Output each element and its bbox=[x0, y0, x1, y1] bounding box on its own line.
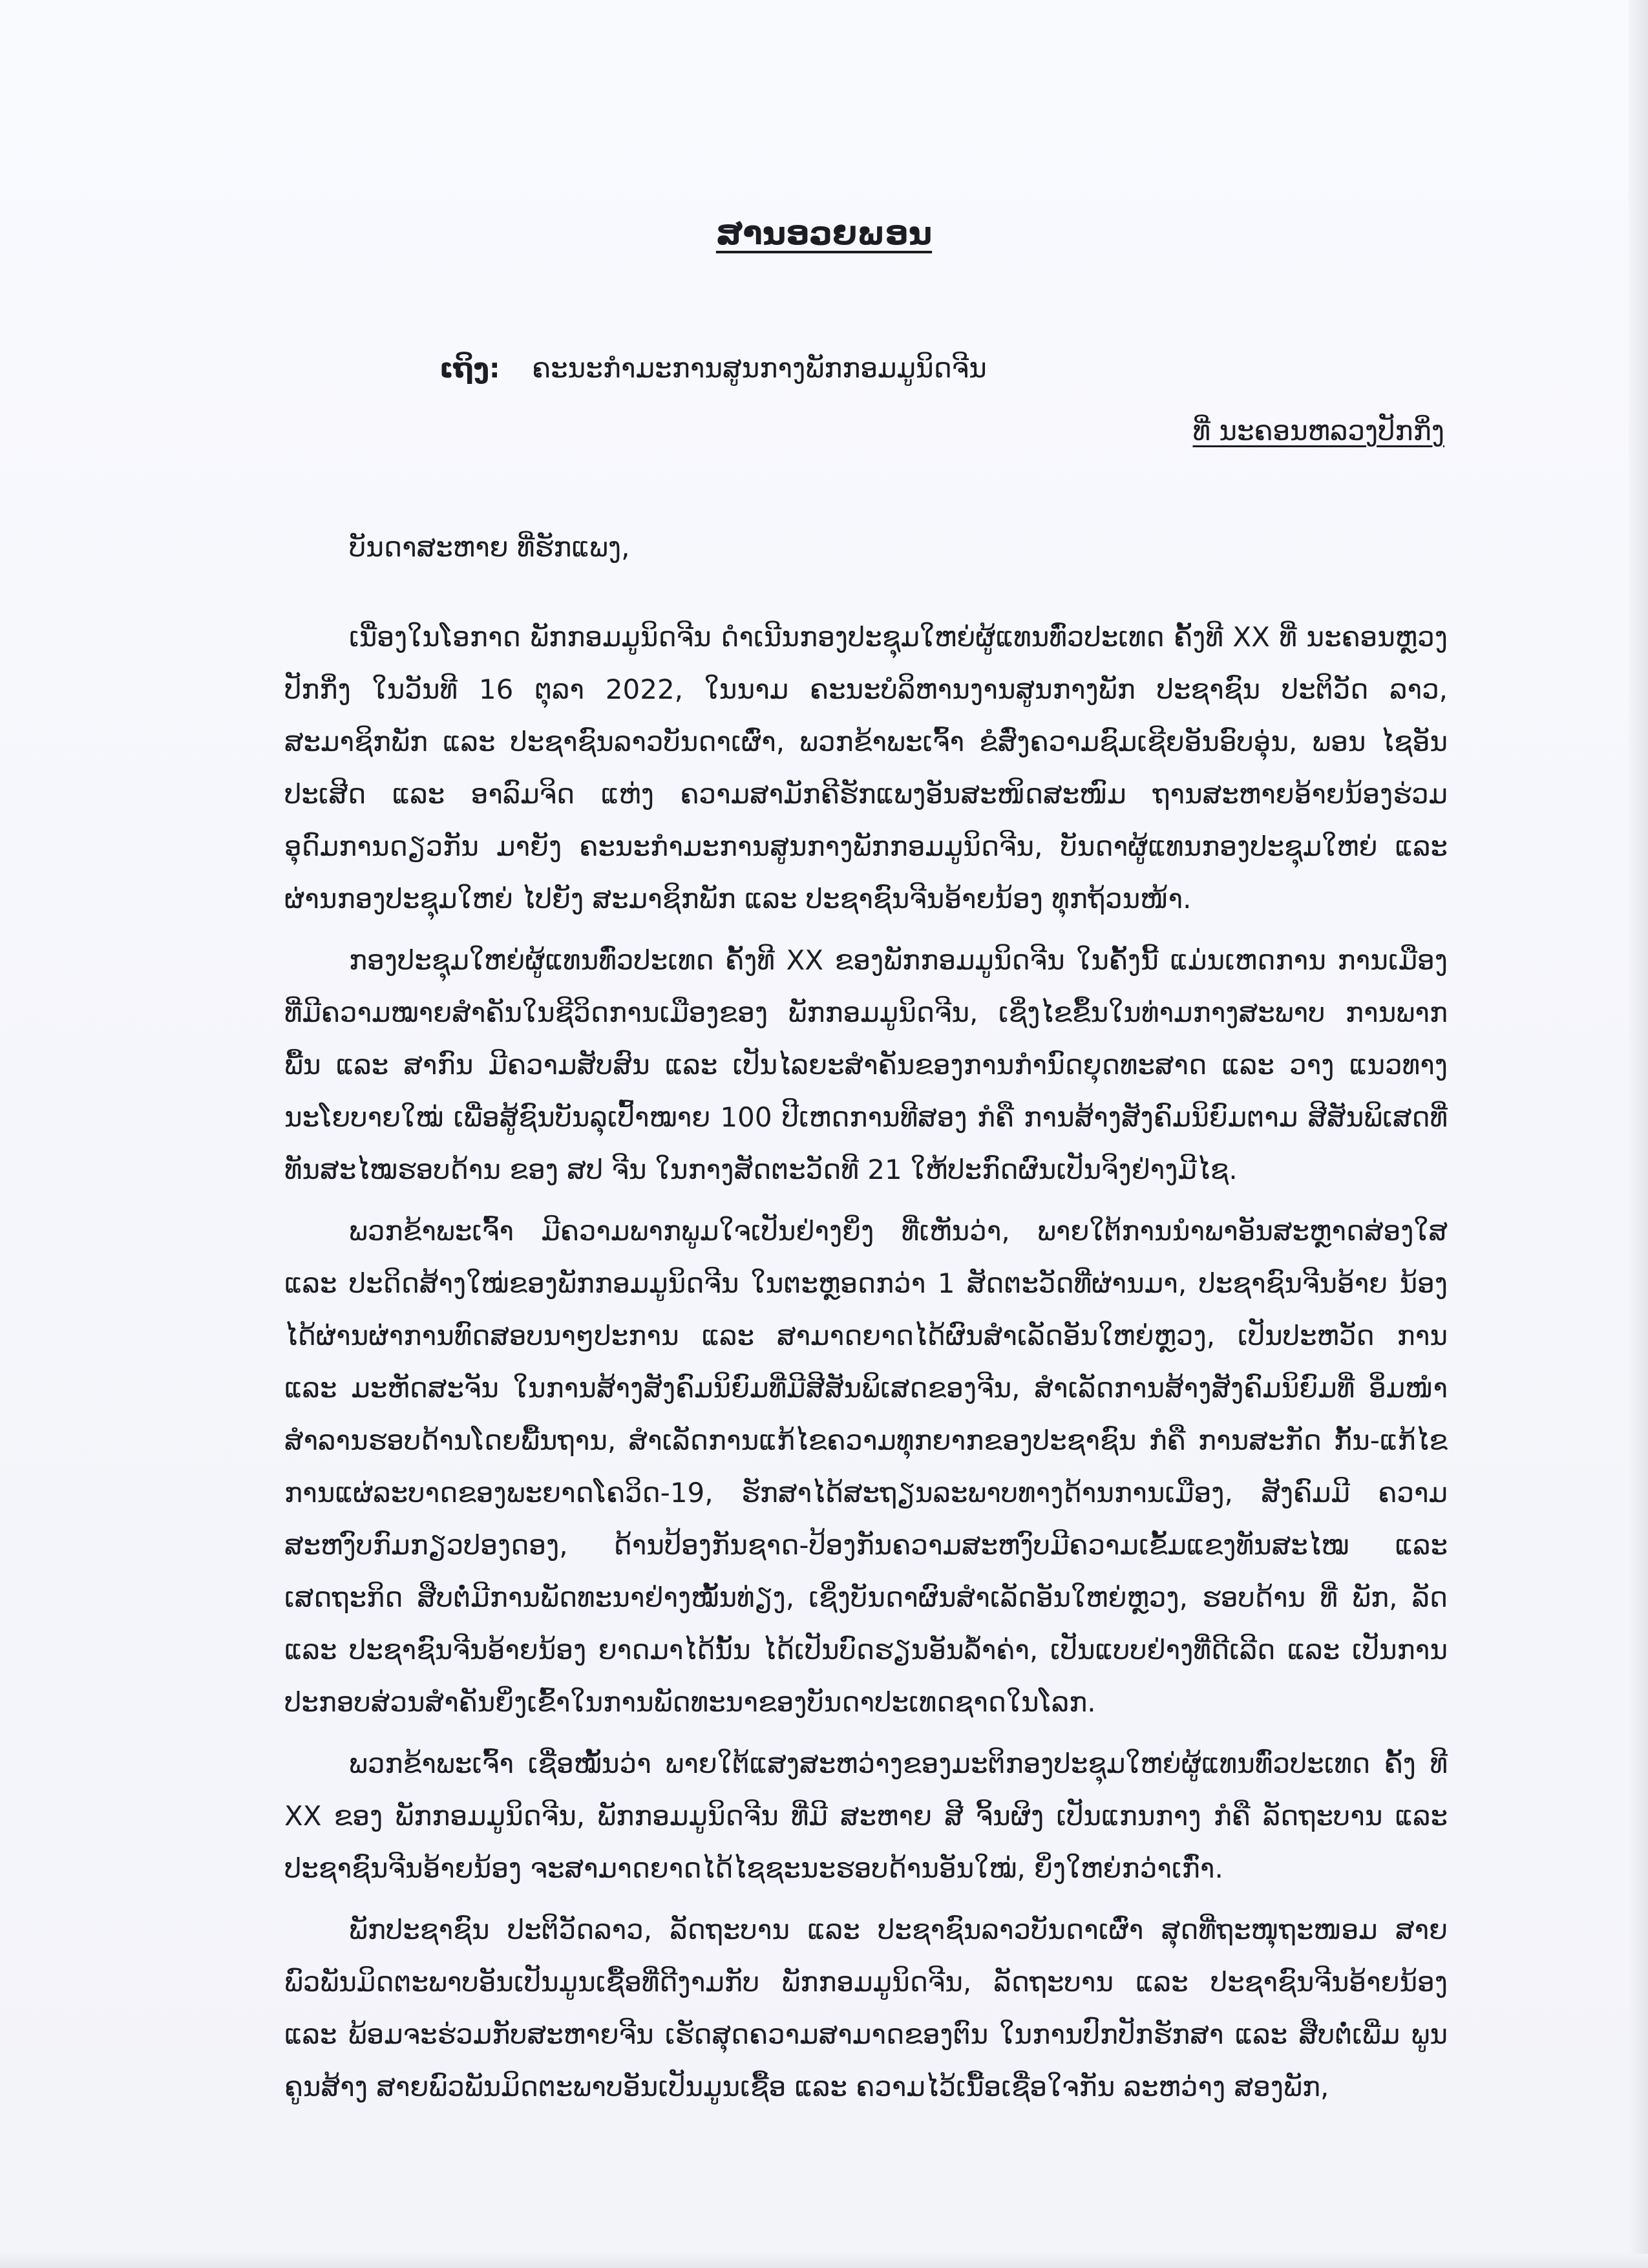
body-paragraph-4: ພວກຂ້າພະເຈົ້າ ເຊື່ອໝັ້ນວ່າ ພາຍໃຕ້ແສງສະຫວ່າງຂອງມະຕິກອງປະຊຸມໃຫຍ່ຜູ້ແທນທົ່ວປະເທດ ຄັ້ງ ທີ XX ຂອງ ພັກກອມມູນິດຈີນ, ພັກກອມມູນິດຈີນ ທີ່ມີ ສະຫາຍ ສີ ຈິ້ນຜິງ ເປັນແກນກາງ ກໍຄື ລັດຖະບານ ແລະ ປະຊາຊົນຈີນອ້າຍນ້ອງ ຈະສາມາດຍາດໄດ້ໄຊຊະນະຮອບດ້ານອັນໃໝ່, ຍິ່ງໃຫຍ່ກວ່າເກົ່າ. bbox=[284, 1748, 1448, 1884]
body-paragraph-2: ກອງປະຊຸມໃຫຍ່ຜູ້ແທນທົ່ວປະເທດ ຄັ້ງທີ XX ຂອງພັກກອມມູນິດຈີນ ໃນຄັ້ງນີ້ ແມ່ນເຫດການ ການເມືອງທີ່ມີຄວາມໝາຍສຳຄັນໃນຊີວິດການເມືອງຂອງ ພັກກອມມູນິດຈີນ, ເຊິ່ງໄຂຂຶ້ນໃນທ່າມກາງສະພາບ ການພາກພື້ນ ແລະ ສາກົນ ມີຄວາມສັບສົນ ແລະ ເປັນໄລຍະສຳຄັນຂອງການກຳນົດຍຸດທະສາດ ແລະ ວາງ ແນວທາງນະໂຍບາຍໃໝ່ ເພື່ອສູ້ຊົນບັນລຸເປົ້າໝາຍ 100 ປີເຫດການທີສອງ ກໍຄື ການສ້າງສັງຄົມນິຍົມຕາມ ສີສັນພິເສດທີ່ທັນສະໄໝຮອບດ້ານ ຂອງ ສປ ຈີນ ໃນກາງສັດຕະວັດທີ 21 ໃຫ້ປະກົດຜົນເປັນຈິງຢ່າງມີໄຊ. bbox=[284, 944, 1448, 1185]
scan-edge-bottom bbox=[0, 2254, 1648, 2268]
recipient-address: ທີ່ ນະຄອນຫລວງປັກກິ່ງ bbox=[1192, 415, 1444, 447]
recipient-line bbox=[439, 352, 987, 384]
body-paragraph-3: ພວກຂ້າພະເຈົ້າ ມີຄວາມພາກພູມໃຈເປັນຢ່າງຍິ່ງ ທີ່ເຫັນວ່າ, ພາຍໃຕ້ການນຳພາອັນສະຫຼາດສ່ອງໃສ ແລະ ປະດິດສ້າງໃໝ່ຂອງພັກກອມມູນິດຈີນ ໃນຕະຫຼອດກວ່າ 1 ສັດຕະວັດທີ່ຜ່ານມາ, ປະຊາຊົນຈີນອ້າຍ ນ້ອງ ໄດ້ຜ່ານຜ່າການທົດສອບນາໆປະການ ແລະ ສາມາດຍາດໄດ້ຜົນສຳເລັດອັນໃຫຍ່ຫຼວງ, ເປັນປະຫວັດ ການ ແລະ ມະຫັດສະຈັນ ໃນການສ້າງສັງຄົມນິຍົມທີ່ມີສີສັນພິເສດຂອງຈີນ, ສຳເລັດການສ້າງສັງຄົມນິຍົມທີ່ ອິ່ມໜຳສຳລານຮອບດ້ານໂດຍພື້ນຖານ, ສຳເລັດການແກ້ໄຂຄວາມທຸກຍາກຂອງປະຊາຊົນ ກໍຄື ການສະກັດ ກັ້ນ-ແກ້ໄຂການແຜ່ລະບາດຂອງພະຍາດໂຄວິດ-19, ຮັກສາໄດ້ສະຖຽນລະພາບທາງດ້ານການເມືອງ, ສັງຄົມມີ ຄວາມສະຫງົບກົມກຽວປອງດອງ, ດ້ານປ້ອງກັນຊາດ-ປ້ອງກັນຄວາມສະຫງົບມີຄວາມເຂັ້ມແຂງທັນສະໄໝ ແລະ ເສດຖະກິດ ສືບຕໍ່ມີການພັດທະນາຢ່າງໝັ້ນທ່ຽງ, ເຊິ່ງບັນດາຜົນສຳເລັດອັນໃຫຍ່ຫຼວງ, ຮອບດ້ານ ທີ່ ພັກ, ລັດ ແລະ ປະຊາຊົນຈີນອ້າຍນ້ອງ ຍາດມາໄດ້ນັ້ນ ໄດ້ເປັນບົດຮຽນອັນລ້ຳຄ່າ, ເປັນແບບຢ່າງທີ່ດີເລີດ ແລະ ເປັນການປະກອບສ່ວນສຳຄັນຍິ່ງເຂົ້າໃນການພັດທະນາຂອງບັນດາປະເທດຊາດໃນໂລກ. bbox=[284, 1215, 1448, 1718]
recipient-name: ຄະນະກຳມະການສູນກາງພັກກອມມູນິດຈີນ bbox=[532, 352, 987, 384]
document-title: ສານອວຍພອນ bbox=[715, 215, 933, 252]
body-paragraph-1: ເນື່ອງໃນໂອກາດ ພັກກອມມູນິດຈີນ ດຳເນີນກອງປະຊຸມໃຫຍ່ຜູ້ແທນທົ່ວປະເທດ ຄັ້ງທີ XX ທີ່ ນະຄອນຫຼວງປັກກິ່ງ ໃນວັນທີ 16 ຕຸລາ 2022, ໃນນາມ ຄະນະບໍລິຫານງານສູນກາງພັກ ປະຊາຊົນ ປະຕິວັດ ລາວ, ສະມາຊິກພັກ ແລະ ປະຊາຊົນລາວບັນດາເຜົ່າ, ພວກຂ້າພະເຈົ້າ ຂໍສົ່ງຄວາມຊົມເຊີຍອັນອົບອຸ່ນ, ພອນ ໄຊອັນປະເສີດ ແລະ ອາລົມຈິດ ແຫ່ງ ຄວາມສາມັກຄີຮັກແພງອັນສະໜິດສະໜົມ ຖານສະຫາຍອ້າຍນ້ອງຮ່ວມ ອຸດົມການດຽວກັນ ມາຍັງ ຄະນະກຳມະການສູນກາງພັກກອມມູນິດຈີນ, ບັນດາຜູ້ແທນກອງປະຊຸມໃຫຍ່ ແລະ ຜ່ານກອງປະຊຸມໃຫຍ່ ໄປຍັງ ສະມາຊິກພັກ ແລະ ປະຊາຊົນຈີນອ້າຍນ້ອງ ທຸກຖ້ວນໜ້າ. bbox=[284, 621, 1448, 915]
body-paragraph-5: ພັກປະຊາຊົນ ປະຕິວັດລາວ, ລັດຖະບານ ແລະ ປະຊາຊົນລາວບັນດາເຜົ່າ ສຸດທີ່ຖະໜຸຖະໜອມ ສາຍ ພົວພັນມິດຕະພາບອັນເປັນມູນເຊື້ອທີ່ດີງາມກັບ ພັກກອມມູນິດຈີນ, ລັດຖະບານ ແລະ ປະຊາຊົນຈີນອ້າຍນ້ອງ ແລະ ພ້ອມຈະຮ່ວມກັບສະຫາຍຈີນ ເຮັດສຸດຄວາມສາມາດຂອງຕົນ ໃນການປົກປັກຮັກສາ ແລະ ສືບຕໍ່ເພີ່ມ ພູນຄູນສ້າງ ສາຍພົວພັນມິດຕະພາບອັນເປັນມູນເຊື້ອ ແລະ ຄວາມໄວ້ເນື້ອເຊື່ອໃຈກັນ ລະຫວ່າງ ສອງພັກ, bbox=[284, 1914, 1448, 2103]
scan-edge-right bbox=[1629, 0, 1648, 2268]
letter-body bbox=[284, 611, 1448, 2122]
salutation: ບັນດາສະຫາຍ ທີ່ຮັກແພງ, bbox=[349, 531, 630, 563]
recipient-label: ເຖິງ: bbox=[439, 352, 500, 384]
